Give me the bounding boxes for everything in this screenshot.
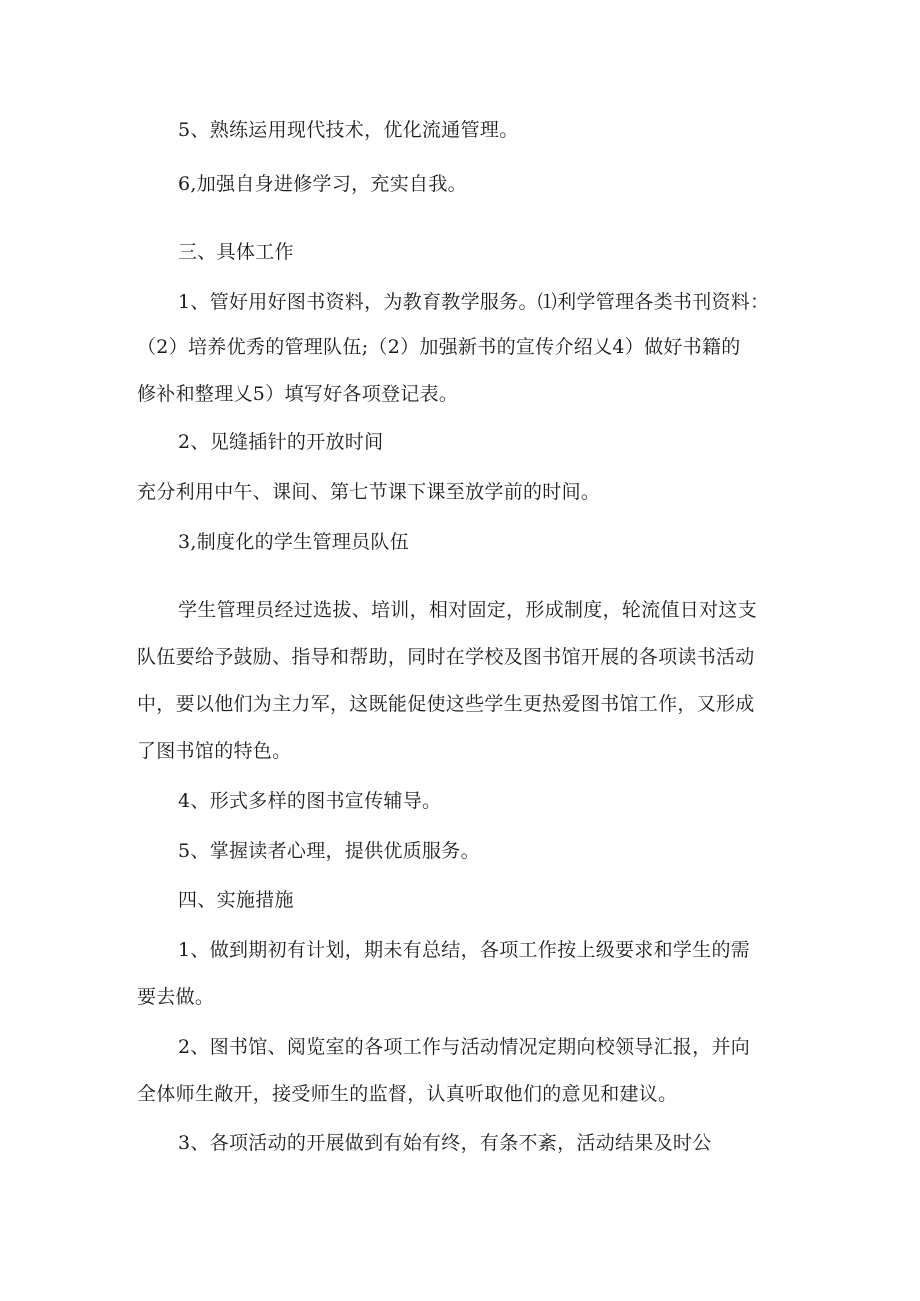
- section-4-heading: 四、实施措施: [178, 889, 294, 911]
- s4-item-1-line-1: 1、做到期初有计划，期未有总结，各项工作按上级要求和学生的需: [178, 939, 751, 961]
- s3-item-3-para-line-4: 了图书馆的特色。: [137, 740, 292, 762]
- item-5-top: 5、熟练运用现代技术，优化流通管理。: [178, 119, 519, 141]
- s3-item-2-detail: 充分利用中午、课间、第七节课下课至放学前的时间。: [137, 481, 601, 503]
- s3-item-3-para-line-1: 学生管理员经过选拔、培训，相对固定，形成制度，轮流值日对这支: [178, 599, 758, 621]
- section-3-heading: 三、具体工作: [178, 241, 294, 263]
- s3-item-3-para-line-3: 中，要以他们为主力军，这既能促使这些学生更热爱图书馆工作，又形成: [137, 693, 755, 715]
- s3-item-1-line-3: 修补和整理乂5）填写好各项登记表。: [137, 383, 459, 405]
- s3-item-1-line-2: （2）培养优秀的管理队伍;（2）加强新书的宣传介绍乂4）做好书籍的: [137, 336, 741, 358]
- s3-item-1-line-1: 1、管好用好图书资料，为教育教学服务。⑴利学管理各类书刊资料：: [178, 291, 770, 313]
- s3-item-3: 3,制度化的学生管理员队伍: [178, 531, 410, 553]
- s4-item-2-line-1: 2、图书馆、阅览室的各项工作与活动情况定期向校领导汇报，并向: [178, 1036, 751, 1058]
- s3-item-3-para-line-2: 队伍要给予鼓励、指导和帮助，同时在学校及图书馆开展的各项读书活动: [137, 646, 755, 668]
- s4-item-2-line-2: 全体师生敞开，接受师生的监督，认真听取他们的意见和建议。: [137, 1083, 678, 1105]
- s4-item-1-line-2: 要去做。: [137, 986, 215, 1008]
- s3-item-2: 2、见缝插针的开放时间: [178, 431, 384, 453]
- s4-item-3-line-1: 3、各项活动的开展做到有始有终，有条不紊，活动结果及时公: [178, 1132, 712, 1154]
- item-6-top: 6,加强自身进修学习，充实自我。: [178, 173, 467, 195]
- s3-item-5: 5、掌握读者心理，提供优质服务。: [178, 840, 480, 862]
- s3-item-4: 4、形式多样的图书宣传辅导。: [178, 790, 442, 812]
